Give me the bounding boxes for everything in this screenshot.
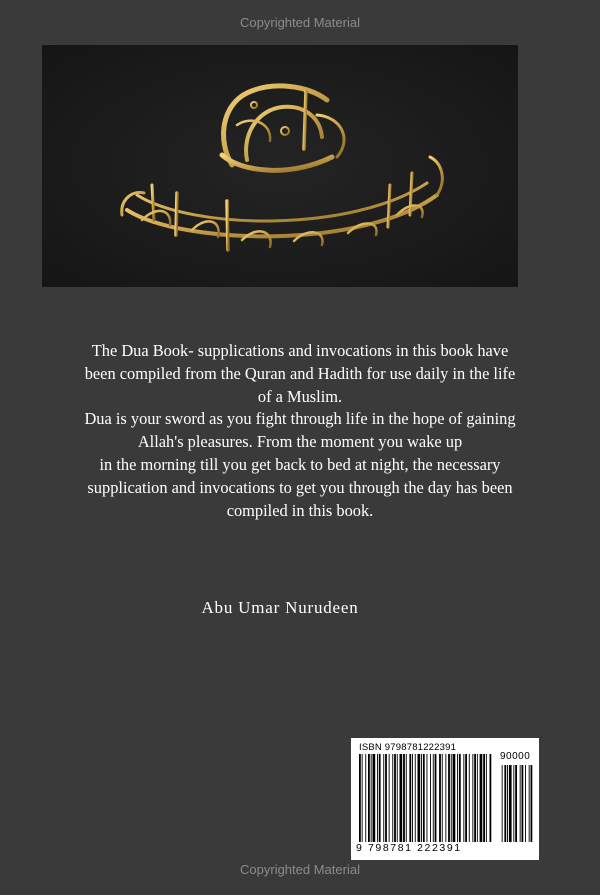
barcode-bar bbox=[392, 754, 393, 842]
barcode-bar bbox=[463, 754, 464, 842]
barcode-bar bbox=[453, 754, 456, 842]
barcode-bar bbox=[397, 754, 398, 842]
barcode-bar bbox=[406, 754, 407, 842]
price-bar bbox=[525, 765, 526, 842]
price-bar bbox=[507, 765, 508, 842]
barcode-bar bbox=[359, 754, 361, 842]
price-bar bbox=[502, 765, 503, 842]
barcode-bar bbox=[377, 754, 378, 842]
barcode-bar bbox=[400, 754, 403, 842]
barcode-bar bbox=[433, 754, 434, 842]
isbn-barcode bbox=[351, 738, 539, 860]
copyright-watermark-top: Copyrighted Material bbox=[240, 15, 360, 30]
barcode-bar bbox=[435, 754, 437, 842]
price-bar bbox=[509, 765, 512, 842]
barcode-bar bbox=[445, 754, 446, 842]
description-line: compiled in this book. bbox=[226, 500, 374, 520]
barcode-bar bbox=[365, 754, 366, 842]
barcode-bar bbox=[472, 754, 473, 842]
price-bar bbox=[515, 765, 517, 842]
description-line: Dua is your sword as you fight through life in the hope of gaining bbox=[84, 409, 516, 429]
barcode-bar bbox=[483, 754, 485, 842]
barcode-bar bbox=[457, 754, 458, 842]
price-bar bbox=[513, 765, 514, 842]
calligraphy-image bbox=[42, 45, 518, 287]
price-code: 90000 bbox=[500, 751, 531, 762]
barcode-bar bbox=[371, 754, 372, 842]
barcode-digits: 9 798781 222391 bbox=[356, 842, 462, 854]
barcode-bar bbox=[439, 754, 441, 842]
gold-calligraphy-art bbox=[42, 45, 518, 287]
description-line: in the morning till you get back to bed at night, the necessary bbox=[99, 454, 501, 474]
copyright-watermark-bottom: Copyrighted Material bbox=[240, 862, 360, 877]
author-name: Abu Umar Nurudeen bbox=[201, 598, 359, 617]
barcode-bar bbox=[451, 754, 452, 842]
barcode-bar bbox=[423, 754, 425, 842]
isbn-label: ISBN 9798781222391 bbox=[359, 742, 457, 753]
description-line: Allah's pleasures. From the moment you wake up bbox=[137, 432, 463, 452]
barcode-bar bbox=[379, 754, 381, 842]
barcode-bar bbox=[389, 754, 390, 842]
barcode-bar bbox=[362, 754, 363, 842]
barcode-bar bbox=[442, 754, 443, 842]
barcode-bar bbox=[427, 754, 428, 842]
description-line: been compiled from the Quran and Hadith for use daily in the life bbox=[84, 363, 516, 383]
barcode-bar bbox=[383, 754, 384, 842]
barcode-bar bbox=[480, 754, 483, 842]
description-line: The Dua Book- supplications and invocations in this book have bbox=[91, 341, 509, 360]
book-description bbox=[20, 340, 580, 522]
price-bar bbox=[504, 765, 506, 842]
barcode-bar bbox=[490, 754, 492, 842]
barcode-bar bbox=[385, 754, 387, 842]
barcode-bar bbox=[448, 754, 450, 842]
price-bar bbox=[522, 765, 524, 842]
barcode-bar bbox=[477, 754, 478, 842]
barcode-bar bbox=[486, 754, 487, 842]
barcode-bar bbox=[430, 754, 431, 842]
barcode-bar bbox=[465, 754, 467, 842]
barcode-bar bbox=[421, 754, 422, 842]
barcode-bar bbox=[394, 754, 396, 842]
barcode-bar bbox=[368, 754, 370, 842]
barcode-bar bbox=[474, 754, 476, 842]
description-line: of a Muslim. bbox=[257, 386, 343, 406]
barcode-bar bbox=[412, 754, 413, 842]
price-bar bbox=[520, 765, 521, 842]
barcode-bar bbox=[469, 754, 470, 842]
barcode-bar bbox=[459, 754, 461, 842]
description-line: supplication and invocations to get you through the day has been bbox=[87, 477, 513, 497]
barcode-bar bbox=[409, 754, 411, 842]
barcode-bar bbox=[373, 754, 376, 842]
barcode-bar bbox=[418, 754, 421, 842]
price-bar bbox=[531, 765, 533, 842]
barcode-bar bbox=[403, 754, 405, 842]
barcode-bar bbox=[415, 754, 416, 842]
price-bar bbox=[529, 765, 530, 842]
